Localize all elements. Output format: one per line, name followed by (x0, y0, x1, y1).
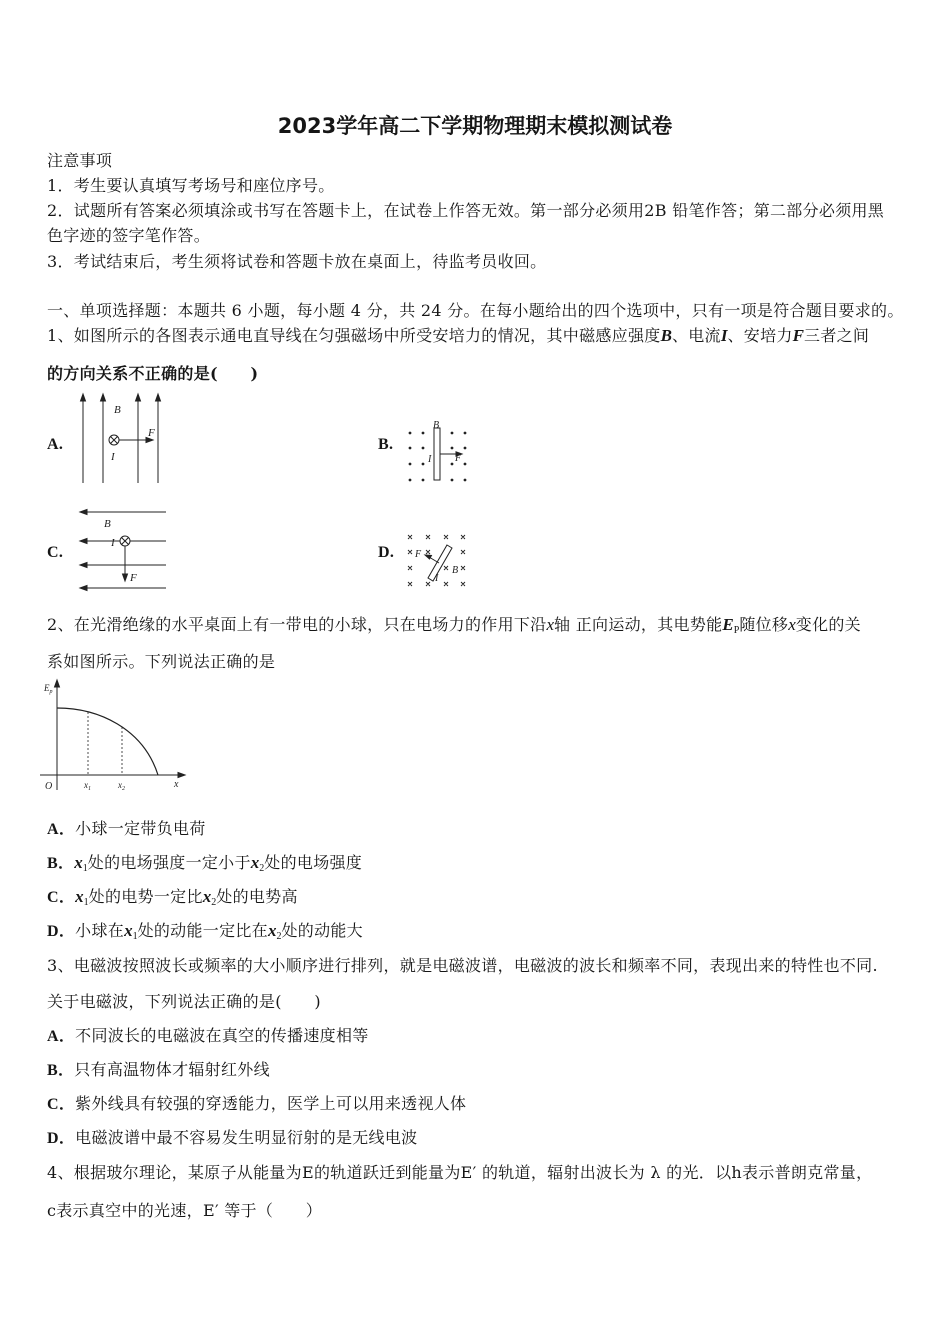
q1-stem-text: 1、如图所示的各图表示通电直导线在匀强磁场中所受安培力的情况，其中磁感应强度 (47, 326, 661, 345)
section-heading: 一、单项选择题：本题共 6 小题，每小题 4 分，共 24 分。在每小题给出的四个选项中，只有一项是符合题目要求的。 (47, 301, 904, 320)
q2-option-b (47, 853, 362, 874)
option-text: 小球一定带负电荷 (75, 819, 206, 838)
force-arrow (123, 546, 128, 581)
q4-stem-line-1: 4、根据玻尔理论，某原子从能量为E的轨道跃迁到能量为E′ 的轨道，辐射出波长为 λ 的光．以h表示普朗克常量， (47, 1163, 873, 1182)
notice-line-1: 1．考生要认真填写考场号和座位序号。 (47, 176, 335, 195)
q3-stem-line-2: 关于电磁波，下列说法正确的是( ) (47, 992, 321, 1011)
q2-option-c (47, 887, 298, 908)
q1-figure-b (402, 420, 472, 490)
q2-stem-text: 2、在光滑绝缘的水平桌面上有一带电的小球，只在电场力的作用下沿 (47, 615, 547, 634)
current-into-page-icon (120, 536, 130, 546)
q2-stem-line-2: 系如图所示。下列说法正确的是 (47, 652, 276, 671)
option-text: 处的动能大 (281, 921, 363, 940)
x-axis-label: x (174, 779, 179, 790)
symbol-x: x (124, 921, 133, 940)
option-text: 处的电场强度 (264, 853, 363, 872)
x1-tick-label: $x_1$ (84, 780, 91, 792)
option-text: 不同波长的电磁波在真空的传播速度相等 (75, 1026, 369, 1045)
ep-curve (57, 708, 158, 775)
x2-tick-label: $x_2$ (118, 780, 125, 792)
q1-option-a-label: A. (47, 436, 64, 453)
option-text: 处的电势一定比 (88, 887, 203, 906)
q3-option-d (47, 1128, 417, 1149)
symbol-x: x (267, 921, 277, 940)
symbol-i: I (720, 326, 728, 345)
option-label: A． (47, 1028, 76, 1045)
q2-ep-graph (38, 678, 188, 794)
label-b: B (452, 565, 459, 576)
page-title: 2023学年高二下学期物理期末模拟测试卷 (277, 114, 673, 138)
symbol-x: x (75, 887, 84, 906)
notice-line-2: 2．试题所有答案必须填涂或书写在答题卡上，在试卷上作答无效。第一部分必须用2B 铅笔作答；第二部分必须用黑 (47, 201, 885, 220)
symbol-sub: 1 (132, 931, 138, 942)
symbol-sub: 2 (211, 897, 217, 908)
q2-stem-text: 变化的关 (795, 615, 861, 634)
q2-stem-line-1 (47, 615, 861, 635)
label-i: I (111, 537, 115, 549)
wire (434, 428, 440, 480)
q2-stem-text: 轴 正向运动，其电势能 (554, 615, 723, 634)
symbol-x: x (546, 615, 555, 634)
label-i: I (435, 573, 439, 584)
q1-stem-line-2: 的方向关系不正确的是( ) (47, 364, 259, 383)
label-i: I (111, 451, 115, 463)
symbol-x: x (788, 615, 796, 634)
q3-option-a (47, 1026, 369, 1047)
option-label: D． (47, 1130, 76, 1147)
q3-option-c (47, 1094, 466, 1115)
label-f: F (130, 572, 137, 584)
notice-heading: 注意事项 (47, 151, 113, 170)
option-label: C． (47, 889, 76, 906)
symbol-x: x (74, 853, 83, 872)
symbol-sub: 1 (83, 897, 89, 908)
option-text: 电磁波谱中最不容易发生明显衍射的是无线电波 (75, 1128, 418, 1147)
q1-option-d-label: D. (378, 544, 395, 561)
option-label: A． (47, 821, 76, 838)
q1-stem-text: 、电流 (671, 326, 721, 345)
option-text: 处的电势高 (216, 887, 298, 906)
current-into-page-icon (109, 435, 119, 445)
option-text: 处的电场强度一定小于 (87, 853, 251, 872)
q1-figure-d (402, 528, 472, 594)
q3-stem-line-1: 3、电磁波按照波长或频率的大小顺序进行排列，就是电磁波谱，电磁波的波长和频率不同，表现出来的特性也不同. (47, 956, 878, 975)
origin-label: O (45, 781, 53, 792)
q1-stem-line-1 (47, 326, 869, 346)
symbol-b: B (660, 326, 672, 345)
option-text: 紫外线具有较强的穿透能力，医学上可以用来透视人体 (75, 1094, 467, 1113)
option-label: B． (47, 1062, 75, 1079)
option-label: C． (47, 1096, 76, 1113)
symbol-x: x (202, 887, 212, 906)
q1-stem-text: 三者之间 (804, 326, 870, 345)
q1-option-b-label: B. (378, 436, 394, 453)
label-f: F (415, 549, 422, 560)
symbol-f: F (792, 326, 805, 345)
notice-line-3: 色字迹的签字笔作答。 (47, 226, 211, 245)
symbol-sub: 2 (276, 931, 282, 942)
label-f: F (455, 453, 462, 464)
label-f: F (148, 427, 155, 439)
symbol-e: E (722, 615, 734, 634)
q2-stem-text: 随位移 (739, 615, 789, 634)
q1-option-c-label: C. (47, 544, 64, 561)
label-b: B (433, 420, 440, 431)
q1-figure-a (78, 393, 166, 487)
label-i: I (428, 454, 432, 465)
q2-option-a (47, 819, 206, 840)
label-b: B (114, 404, 121, 416)
q3-option-b (47, 1060, 270, 1081)
y-axis-label: $E_p$ (44, 683, 53, 695)
q4-stem-line-2: c表示真空中的光速，E′ 等于（ ） (47, 1201, 323, 1220)
option-label: D． (47, 923, 76, 940)
q1-stem-text: 、安培力 (727, 326, 793, 345)
option-text: 小球在 (75, 921, 125, 940)
notice-line-4: 3．考试结束后，考生须将试卷和答题卡放在桌面上，待监考员收回。 (47, 252, 547, 271)
option-label: B． (47, 855, 75, 872)
q2-option-d (47, 921, 363, 942)
wire (428, 545, 452, 581)
option-text: 处的动能一定比在 (137, 921, 268, 940)
q1-figure-c (78, 505, 170, 595)
symbol-sub-p: P (733, 625, 740, 636)
label-b: B (104, 518, 111, 530)
option-text: 只有高温物体才辐射红外线 (74, 1060, 270, 1079)
force-arrow (425, 555, 439, 563)
symbol-sub: 1 (82, 863, 88, 874)
symbol-x: x (250, 853, 260, 872)
symbol-sub: 2 (259, 863, 265, 874)
